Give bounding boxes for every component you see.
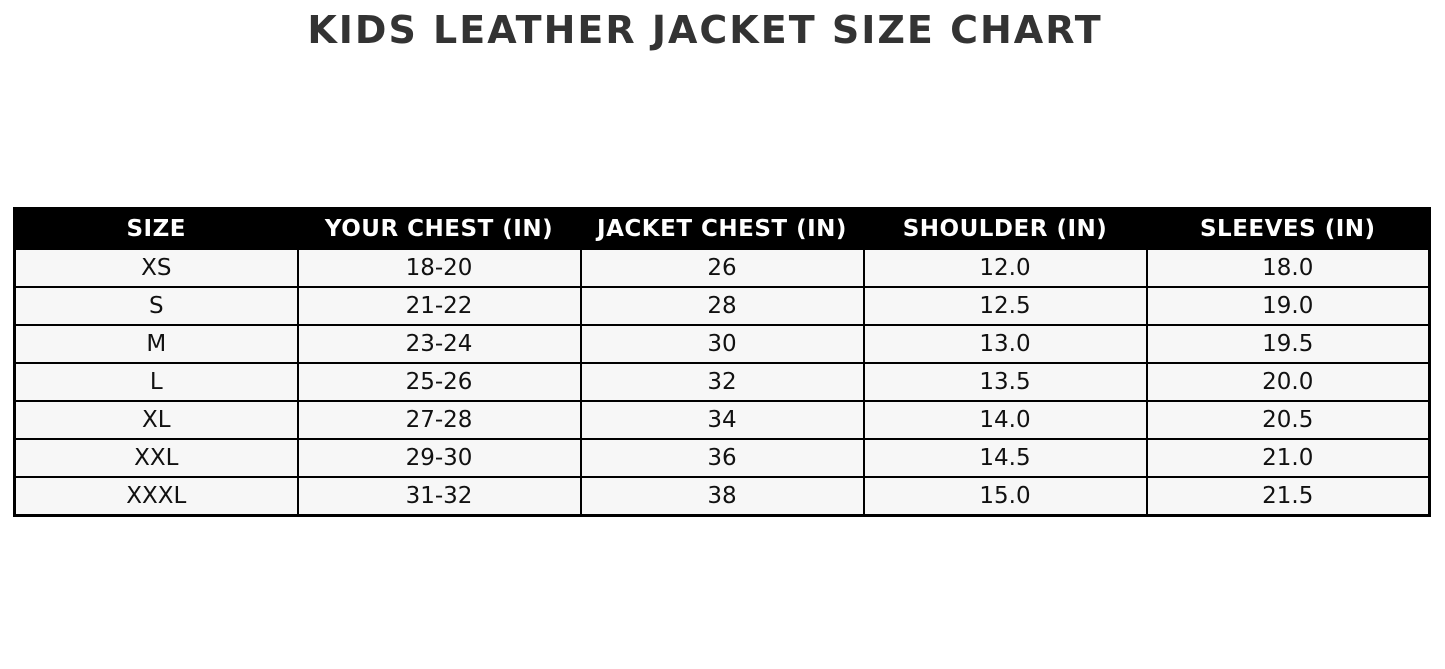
table-row	[15, 325, 1430, 363]
table-cell: 20.5	[1147, 401, 1430, 439]
table-row	[15, 249, 1430, 287]
table-cell: 13.0	[864, 325, 1147, 363]
table-cell: 28	[581, 287, 864, 325]
table-cell: 25-26	[298, 363, 581, 401]
table-cell: XXL	[15, 439, 298, 477]
table-cell: 29-30	[298, 439, 581, 477]
size-table-header	[15, 209, 1430, 250]
table-cell: XXXL	[15, 477, 298, 516]
table-row	[15, 477, 1430, 516]
table-cell: L	[15, 363, 298, 401]
table-cell: 31-32	[298, 477, 581, 516]
table-cell: 30	[581, 325, 864, 363]
table-row	[15, 363, 1430, 401]
column-header: SLEEVES (IN)	[1147, 209, 1430, 250]
table-cell: 13.5	[864, 363, 1147, 401]
table-cell: 12.5	[864, 287, 1147, 325]
table-cell: M	[15, 325, 298, 363]
table-cell: 18.0	[1147, 249, 1430, 287]
table-cell: 38	[581, 477, 864, 516]
table-cell: 15.0	[864, 477, 1147, 516]
size-table-body	[15, 249, 1430, 516]
table-cell: 12.0	[864, 249, 1147, 287]
size-chart-table	[13, 207, 1431, 517]
table-row	[15, 287, 1430, 325]
page-title: KIDS LEATHER JACKET SIZE CHART	[307, 8, 1103, 52]
table-cell: 19.5	[1147, 325, 1430, 363]
table-cell: 21-22	[298, 287, 581, 325]
column-header: SHOULDER (IN)	[864, 209, 1147, 250]
table-cell: 32	[581, 363, 864, 401]
table-row	[15, 439, 1430, 477]
table-cell: XL	[15, 401, 298, 439]
table-cell: 27-28	[298, 401, 581, 439]
table-cell: 14.0	[864, 401, 1147, 439]
table-cell: S	[15, 287, 298, 325]
table-cell: 21.5	[1147, 477, 1430, 516]
table-row	[15, 401, 1430, 439]
column-header: SIZE	[15, 209, 298, 250]
table-cell: 20.0	[1147, 363, 1430, 401]
table-cell: XS	[15, 249, 298, 287]
size-table-header-row	[15, 209, 1430, 250]
column-header: JACKET CHEST (IN)	[581, 209, 864, 250]
table-cell: 21.0	[1147, 439, 1430, 477]
table-cell: 26	[581, 249, 864, 287]
table-cell: 23-24	[298, 325, 581, 363]
table-cell: 18-20	[298, 249, 581, 287]
table-cell: 34	[581, 401, 864, 439]
table-cell: 14.5	[864, 439, 1147, 477]
table-cell: 19.0	[1147, 287, 1430, 325]
table-cell: 36	[581, 439, 864, 477]
column-header: YOUR CHEST (IN)	[298, 209, 581, 250]
